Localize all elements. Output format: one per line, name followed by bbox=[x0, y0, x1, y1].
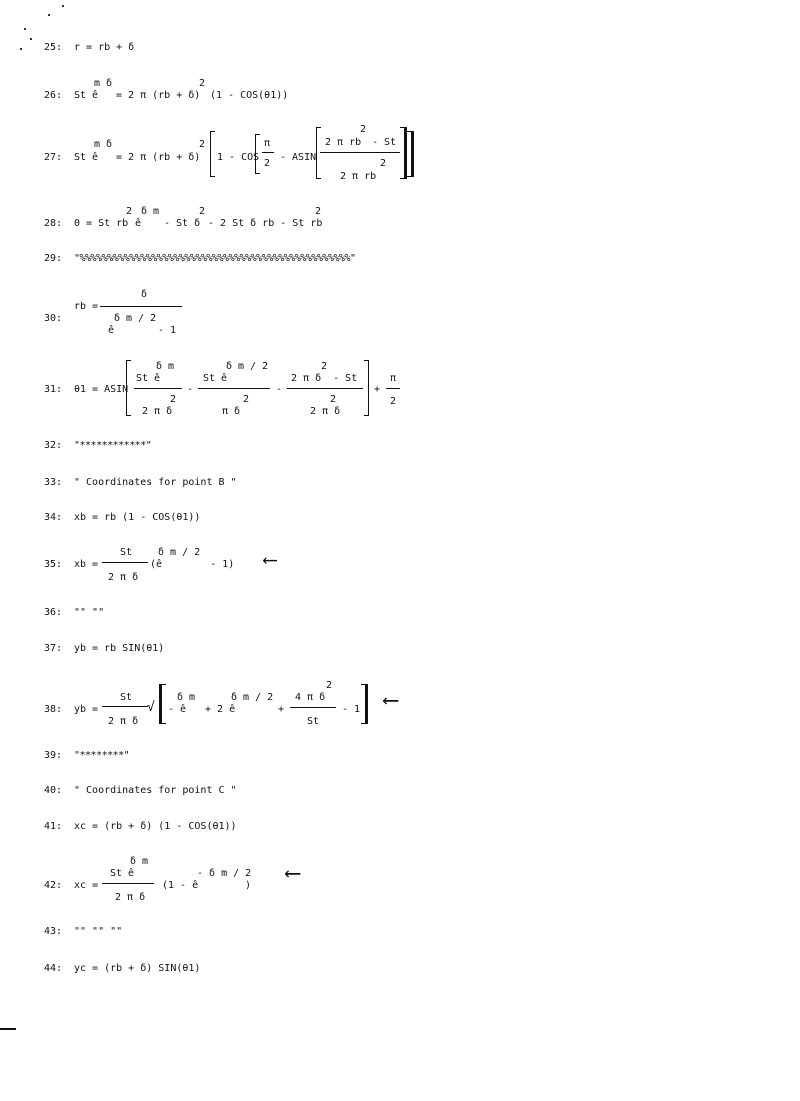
equation-42-den: 2 π δ bbox=[115, 892, 146, 903]
equation-31-t2: St ê bbox=[203, 373, 228, 384]
equation-28-c: - 2 St δ rb - St rb bbox=[208, 218, 323, 229]
equation-31-t1s: δ m bbox=[156, 361, 175, 372]
equation-25: r = rb + δ bbox=[74, 42, 135, 53]
line-number-34: 34: bbox=[44, 512, 63, 523]
equation-31-two: 2 bbox=[390, 396, 397, 407]
line-number-32: 32: bbox=[44, 440, 63, 451]
bracket-right bbox=[400, 127, 405, 179]
equation-42-close: ) bbox=[245, 880, 252, 891]
fraction-bar bbox=[134, 388, 182, 389]
equation-38-plus: + bbox=[278, 704, 285, 715]
equation-26-a: St ê bbox=[74, 90, 99, 101]
equation-35-num: St bbox=[120, 547, 133, 558]
equation-27-den: 2 π rb bbox=[340, 171, 377, 182]
line-number-39: 39: bbox=[44, 750, 63, 761]
equation-38-s1: δ m bbox=[177, 692, 196, 703]
equation-35-sup: δ m / 2 bbox=[158, 547, 201, 558]
equation-27-sup: m δ bbox=[94, 139, 113, 150]
equation-31-t3dsq: 2 bbox=[330, 394, 337, 405]
equation-42-num: St ê bbox=[110, 868, 135, 879]
equation-31-t1: St ê bbox=[136, 373, 161, 384]
equation-27-b: = 2 π (rb + δ) bbox=[116, 152, 201, 163]
equation-35-den: 2 π δ bbox=[108, 572, 139, 583]
fraction-bar bbox=[102, 706, 148, 707]
equation-35-lhs: xb = bbox=[74, 559, 99, 570]
equation-31-minus2: - bbox=[276, 384, 283, 395]
bracket-left bbox=[316, 127, 321, 179]
bracket-left bbox=[210, 131, 215, 177]
string-40: " Coordinates for point C " bbox=[74, 785, 237, 796]
line-number-43: 43: bbox=[44, 926, 63, 937]
equation-27-asin: - ASIN bbox=[280, 152, 317, 163]
bracket-left bbox=[126, 360, 131, 416]
equation-27-a: St ê bbox=[74, 152, 99, 163]
fraction-bar bbox=[102, 883, 154, 884]
fraction-bar bbox=[320, 152, 400, 153]
equation-31-t3: 2 π δ - St bbox=[291, 373, 358, 384]
equation-31-minus1: - bbox=[187, 384, 194, 395]
equation-26-sup: m δ bbox=[94, 78, 113, 89]
line-number-27: 27: bbox=[44, 152, 63, 163]
line-number-38: 38: bbox=[44, 704, 63, 715]
bracket-right bbox=[361, 684, 366, 724]
equation-42-nsup: δ m bbox=[130, 856, 149, 867]
equation-26-c: (1 - COS(θ1)) bbox=[210, 90, 289, 101]
equation-31-t1d: 2 π δ bbox=[142, 406, 173, 417]
equation-38-num: St bbox=[120, 692, 133, 703]
equation-34: xb = rb (1 - COS(θ1)) bbox=[74, 512, 201, 523]
equation-38-e1: - ê bbox=[168, 704, 187, 715]
equation-42-lhs: xc = bbox=[74, 880, 99, 891]
fraction-bar bbox=[386, 388, 400, 389]
equation-26-sq: 2 bbox=[199, 78, 206, 89]
line-number-31: 31: bbox=[44, 384, 63, 395]
line-number-33: 33: bbox=[44, 477, 63, 488]
fraction-bar bbox=[262, 152, 274, 153]
arrow-annotation: ⟵ bbox=[264, 547, 277, 571]
equation-31-t2dsq: 2 bbox=[243, 394, 250, 405]
equation-44: yc = (rb + δ) SIN(θ1) bbox=[74, 963, 201, 974]
equation-31-lhs: θ1 = ASIN bbox=[74, 384, 129, 395]
equation-27-pi: π bbox=[264, 138, 271, 149]
equation-27-numb: - St bbox=[372, 137, 397, 148]
line-number-42: 42: bbox=[44, 880, 63, 891]
equation-27-num: 2 π rb bbox=[325, 137, 362, 148]
equation-28-sq3: 2 bbox=[315, 206, 322, 217]
equation-26-b: = 2 π (rb + δ) bbox=[116, 90, 201, 101]
equation-31-t2d: π δ bbox=[222, 406, 241, 417]
equation-27-numsq: 2 bbox=[360, 124, 367, 135]
arrow-annotation: ⟵ bbox=[384, 688, 398, 713]
scan-speck bbox=[20, 48, 22, 50]
string-36: "" "" bbox=[74, 607, 105, 618]
equation-31-t1dsq: 2 bbox=[170, 394, 177, 405]
scan-speck bbox=[62, 5, 64, 7]
fraction-bar bbox=[290, 707, 336, 708]
equation-27-sq: 2 bbox=[199, 139, 206, 150]
equation-30-lhs: rb = bbox=[74, 301, 99, 312]
equation-30-e: ê bbox=[108, 325, 115, 336]
line-number-36: 36: bbox=[44, 607, 63, 618]
line-number-35: 35: bbox=[44, 559, 63, 570]
equation-42-sup: - δ m / 2 bbox=[197, 868, 252, 879]
equation-30-sup: δ m / 2 bbox=[114, 313, 157, 324]
equation-38-fden: St bbox=[307, 716, 320, 727]
fraction-bar bbox=[102, 562, 148, 563]
scan-speck bbox=[30, 38, 32, 40]
line-number-41: 41: bbox=[44, 821, 63, 832]
equation-41: xc = (rb + δ) (1 - COS(θ1)) bbox=[74, 821, 237, 832]
equation-38-e2: + 2 ê bbox=[205, 704, 236, 715]
equation-27-densq: 2 bbox=[380, 158, 387, 169]
fraction-bar bbox=[198, 388, 270, 389]
equation-38-den: 2 π δ bbox=[108, 716, 139, 727]
line-number-29: 29: bbox=[44, 253, 63, 264]
scan-speck bbox=[48, 14, 50, 16]
equation-31-t3s: 2 bbox=[321, 361, 328, 372]
line-number-28: 28: bbox=[44, 218, 63, 229]
line-number-44: 44: bbox=[44, 963, 63, 974]
bracket-left bbox=[161, 684, 166, 724]
line-number-37: 37: bbox=[44, 643, 63, 654]
fraction-bar bbox=[287, 388, 363, 389]
equation-28-e: ê bbox=[135, 218, 142, 229]
equation-28-a: 0 = St rb bbox=[74, 218, 129, 229]
equation-28-sup: δ m bbox=[141, 206, 160, 217]
line-number-26: 26: bbox=[44, 90, 63, 101]
equation-42-rest: (1 - ê bbox=[162, 880, 199, 891]
equation-38-root: √ bbox=[147, 700, 155, 715]
bracket-right bbox=[364, 360, 369, 416]
equation-38-lhs: yb = bbox=[74, 704, 99, 715]
scan-edge-mark bbox=[0, 1028, 16, 1030]
line-number-25: 25: bbox=[44, 42, 63, 53]
equation-31-pi: π bbox=[390, 373, 397, 384]
equation-37: yb = rb SIN(θ1) bbox=[74, 643, 165, 654]
string-33: " Coordinates for point B " bbox=[74, 477, 237, 488]
scan-speck bbox=[24, 28, 26, 30]
string-43: "" "" "" bbox=[74, 926, 123, 937]
equation-28-sq1: 2 bbox=[126, 206, 133, 217]
equation-38-fnum: 4 π δ bbox=[295, 692, 326, 703]
equation-30-m1: - 1 bbox=[158, 325, 177, 336]
equation-28-sq2: 2 bbox=[199, 206, 206, 217]
equation-27-two: 2 bbox=[264, 158, 271, 169]
equation-38-s2: δ m / 2 bbox=[231, 692, 274, 703]
bracket-left bbox=[255, 134, 260, 174]
line-number-40: 40: bbox=[44, 785, 63, 796]
equation-27-one: 1 - COS bbox=[217, 152, 260, 163]
equation-38-fs: 2 bbox=[326, 680, 333, 691]
line-number-30: 30: bbox=[44, 313, 63, 324]
equation-35-rest: (ê - 1) bbox=[150, 559, 235, 570]
fraction-bar bbox=[100, 306, 182, 307]
bracket-right bbox=[407, 131, 412, 177]
string-32: "************" bbox=[74, 440, 152, 451]
arrow-annotation: ⟵ bbox=[286, 861, 300, 886]
equation-28-b: - St δ bbox=[164, 218, 201, 229]
equation-30-num: δ bbox=[141, 289, 148, 300]
string-39: "********" bbox=[74, 750, 130, 761]
equation-31-t3d: 2 π δ bbox=[310, 406, 341, 417]
equation-38-m1: - 1 bbox=[342, 704, 361, 715]
string-29: "%%%%%%%%%%%%%%%%%%%%%%%%%%%%%%%%%%%%%%%%%%%%%%%%%" bbox=[74, 253, 356, 264]
equation-31-t2s: δ m / 2 bbox=[226, 361, 269, 372]
equation-31-plus: + bbox=[374, 384, 381, 395]
